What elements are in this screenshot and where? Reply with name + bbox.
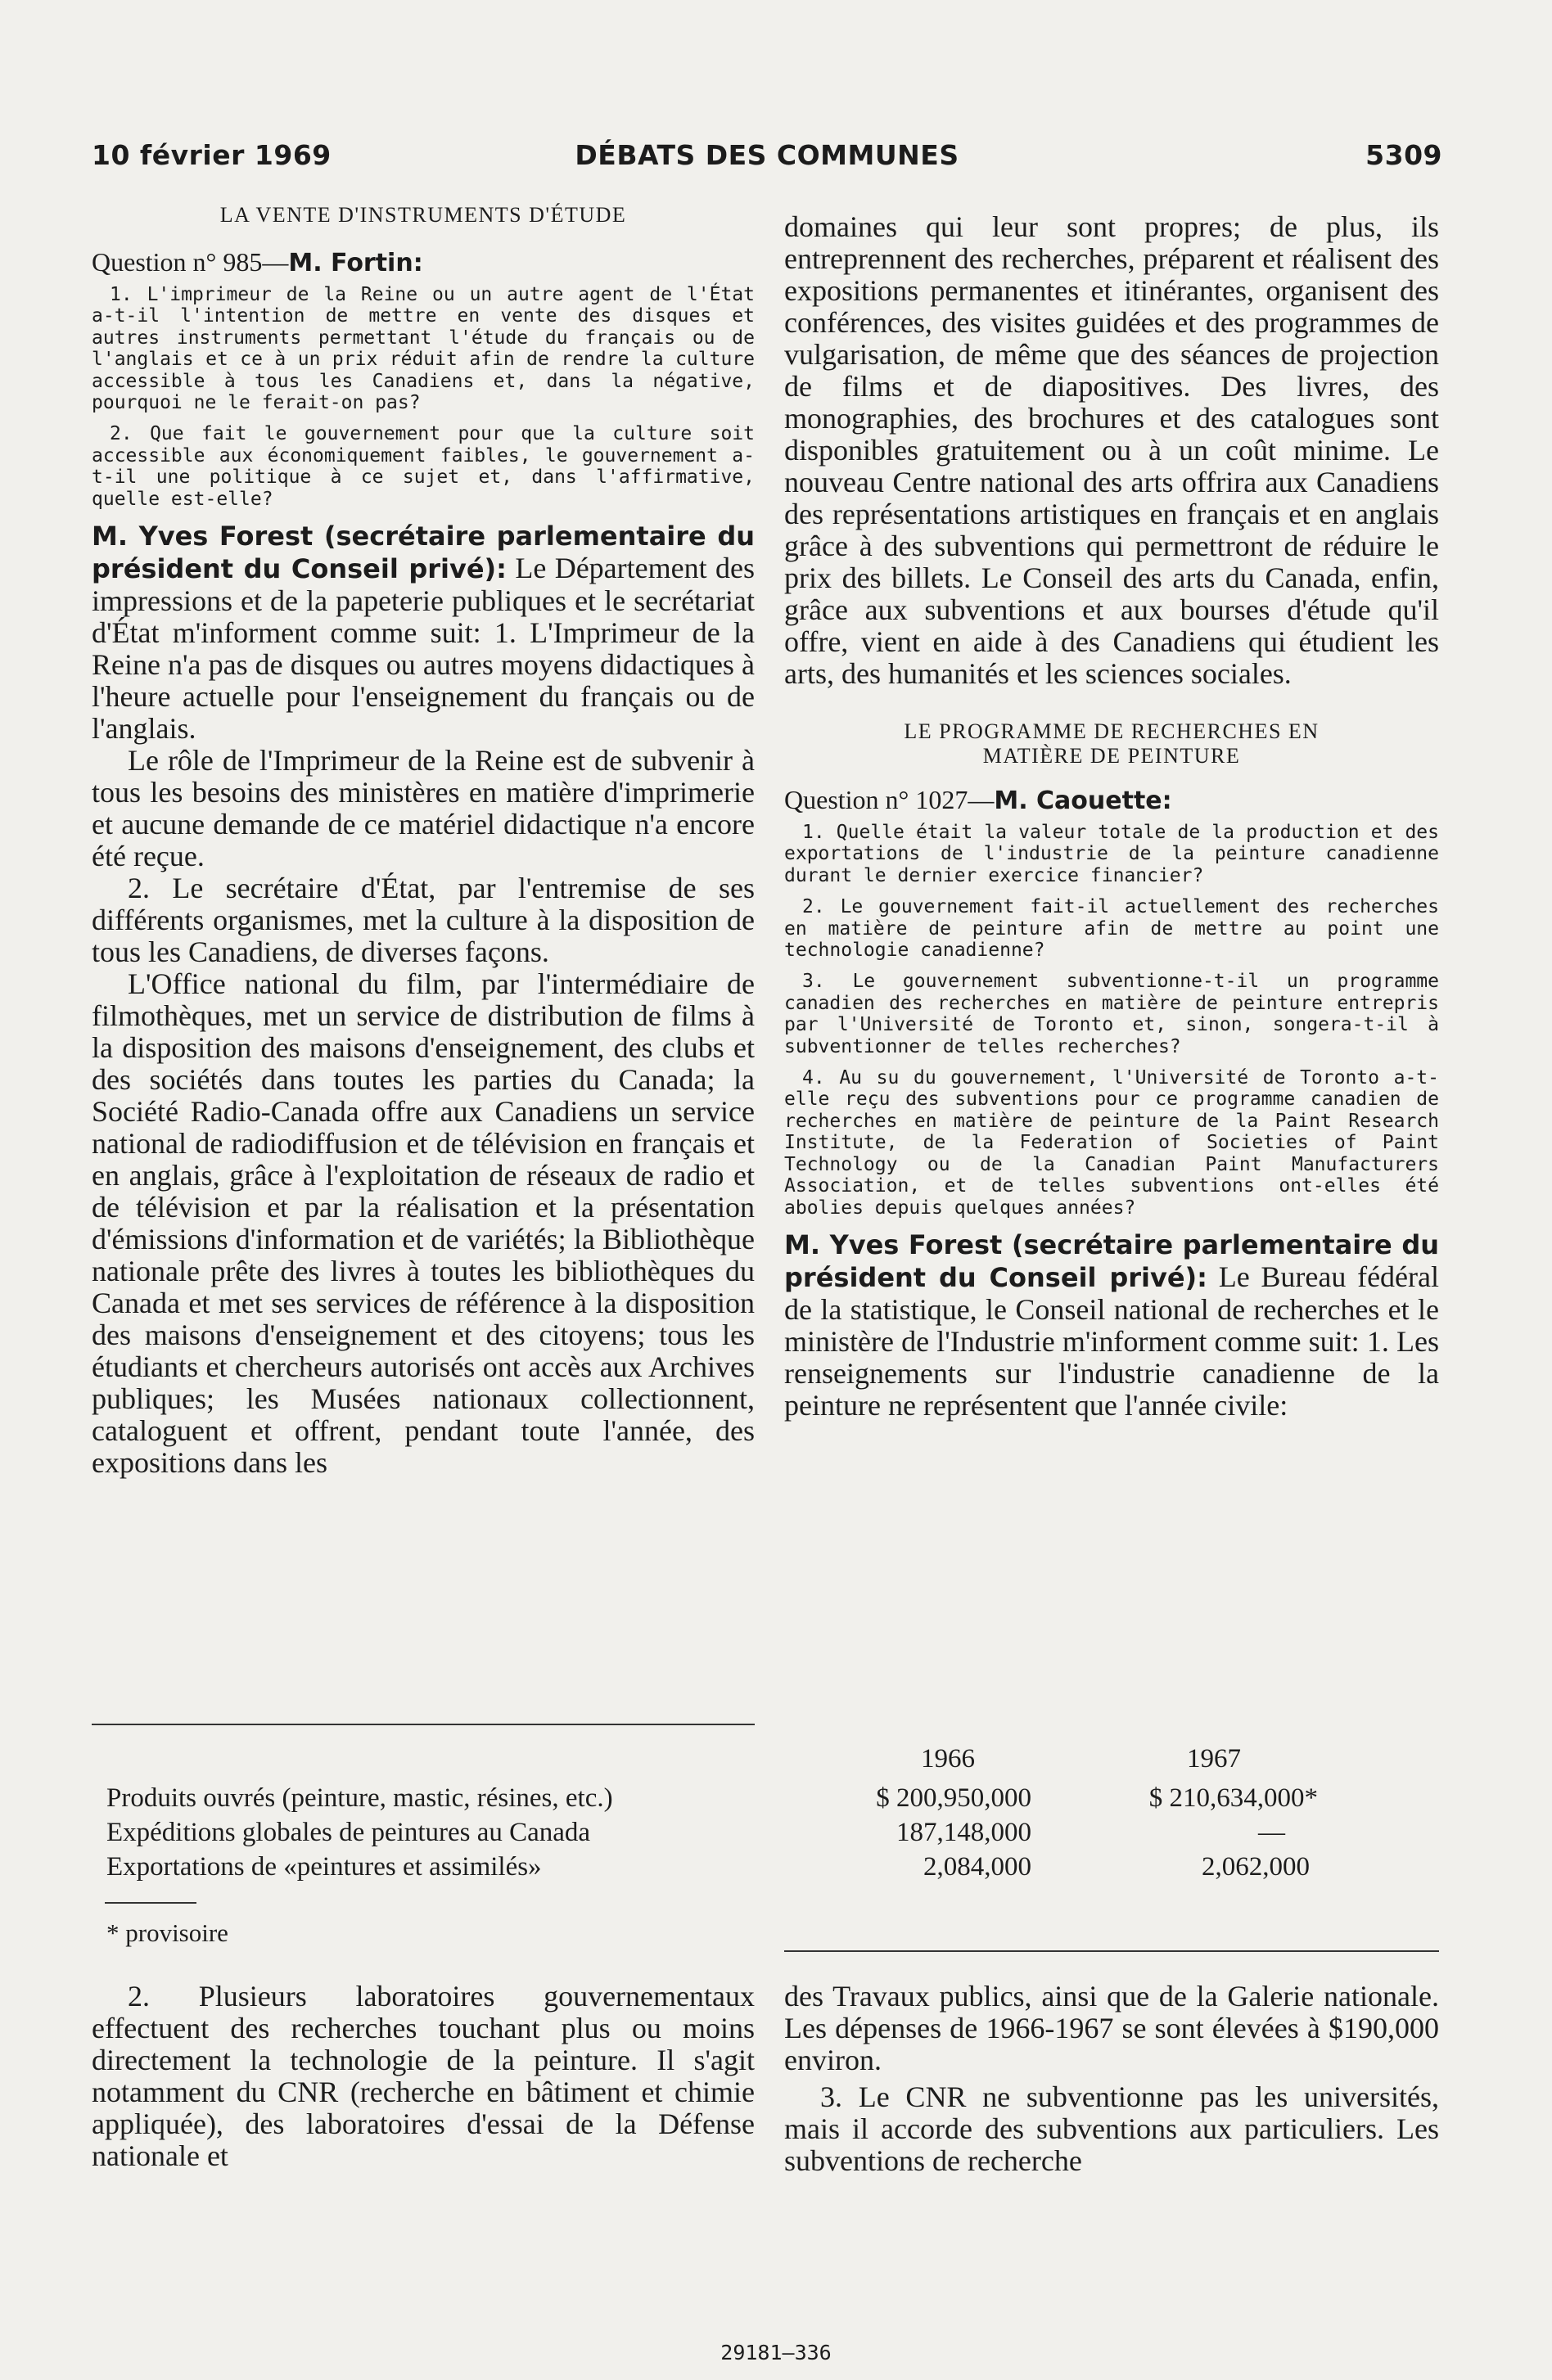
cell-exportations-1967: 2,062,000 bbox=[1202, 1852, 1310, 1882]
question-1027-part-2: 2. Le gouvernement fait-il actuellement des recherches en matière de peinture afin de mettre au point une technologie canadienne? bbox=[784, 896, 1439, 962]
question-1027-part-1: 1. Quelle était la valeur totale de la production et des exportations de l'industrie de la peinture canadienne durant le dernier exercice financier? bbox=[784, 822, 1439, 886]
question-985-part-1: 1. L'imprimeur de la Reine ou un autre agent de l'État a-t-il l'intention de mettre en vente des disques et autres instruments permettant l'étude du français ou de l'anglais et ce à un prix réduit afin de rendre la culture accessible à tous les Canadiens et, dans la négative, pourquoi ne le ferait-on pas? bbox=[92, 284, 755, 414]
page-number: 5309 bbox=[1365, 139, 1442, 171]
question-1027-part-3: 3. Le gouvernement subventionne-t-il un programme canadien des recherches en matière de peinture entrepris par l'Université de Toronto et, sinon, songera-t-il à subventionner de telles recherches? bbox=[784, 971, 1439, 1057]
bottom-left-column bbox=[92, 1981, 755, 2172]
cell-produits-1966: $ 200,950,000 bbox=[876, 1783, 1031, 1813]
question-1027-part-4: 4. Au su du gouvernement, l'Université de Toronto a-t-elle reçu des subventions pour ce programme canadien de recherches en matière de peinture de la Paint Research Institute, de la Federation of Societies of Paint Technology ou de la Canadian Paint Manufacturers Association, et de telles subventions ont-elles été abolies depuis quelques années? bbox=[784, 1067, 1439, 1219]
answer-speaker: M. Yves Forest (secrétaire parlementaire du président du Conseil privé): bbox=[784, 1228, 1439, 1293]
page-header bbox=[92, 139, 1442, 188]
bottom-right-column bbox=[784, 1981, 1439, 2177]
paint-industry-table bbox=[106, 1743, 1416, 1891]
section-title-line-1: LE PROGRAMME DE RECHERCHES EN bbox=[904, 719, 1320, 743]
question-985-part-2: 2. Que fait le gouvernement pour que la culture soit accessible aux économiquement faibles, le gouvernement a-t-il une politique à ce sujet et, dans l'affirmative, quelle est-elle? bbox=[92, 423, 755, 510]
row-label-produits: Produits ouvrés (peinture, mastic, résines, etc.) bbox=[106, 1783, 613, 1813]
question-1027-heading bbox=[784, 785, 1439, 815]
left-column bbox=[92, 203, 755, 1479]
right-column bbox=[784, 211, 1439, 1422]
table-bottom-rule bbox=[784, 1950, 1439, 1952]
header-date: 10 février 1969 bbox=[92, 139, 332, 171]
answer-985-paragraph-2: Le rôle de l'Imprimeur de la Reine est de subvenir à tous les besoins des ministères en matière d'imprimerie et aucune demande de ce matériel didactique n'a encore été reçue. bbox=[92, 744, 755, 873]
answer-text: Le Bureau fédéral de la statistique, le Conseil national de recherches et le ministère de l'Industrie m'informent comme suit: 1. Les renseignements sur l'industrie canadienne de la peinture ne représentent que l'année civile: bbox=[784, 1260, 1440, 1422]
column-header-1966: 1966 bbox=[921, 1744, 975, 1774]
cell-produits-1967: $ 210,634,000* bbox=[1148, 1783, 1318, 1813]
row-label-expeditions: Expéditions globales de peintures au Canada bbox=[106, 1818, 591, 1847]
row-label-exportations: Exportations de «peintures et assimilés» bbox=[106, 1852, 542, 1882]
answer-1027-continuation: des Travaux publics, ainsi que de la Galerie nationale. Les dépenses de 1966-1967 se sont élevées à $190,000 environ. bbox=[784, 1980, 1439, 2076]
column-header-1967: 1967 bbox=[1187, 1744, 1241, 1774]
answer-985-first-paragraph bbox=[92, 520, 755, 745]
section-title-line-2: MATIÈRE DE PEINTURE bbox=[982, 744, 1241, 768]
footnote-rule bbox=[105, 1902, 196, 1904]
cell-expeditions-1967: — bbox=[1258, 1818, 1285, 1847]
table-top-rule bbox=[92, 1724, 755, 1725]
question-member: M. Fortin: bbox=[288, 249, 423, 277]
answer-1027-first-paragraph bbox=[784, 1228, 1439, 1422]
header-title: DÉBATS DES COMMUNES bbox=[575, 139, 959, 171]
answer-1027-paragraph-2: 2. Plusieurs laboratoires gouvernementaux effectuent des recherches touchant plus ou moins directement la technologie de la peinture. Il s'agit notamment du CNR (recherche en bâtiment et chimie appliquée), des laboratoires d'essai de la Défense nationale et bbox=[92, 1980, 755, 2172]
answer-985-paragraph-3: 2. Le secrétaire d'État, par l'entremise de ses différents organismes, met la culture à la disposition de tous les Canadiens, de diverses façons. bbox=[92, 872, 755, 969]
answer-985-paragraph-4: L'Office national du film, par l'intermédiaire de filmothèques, met un service de distribution de films à la disposition des maisons d'enseignement, des clubs et des sociétés dans toutes les parties du Canada; la Société Radio-Canada offre aux Canadiens un service national de radiodiffusion et de télévision en français et en anglais, grâce à l'exploitation de réseaux de radio et de télévision et par la réalisation et la présentation d'émissions d'information et de variétés; la Bibliothèque nationale prête des livres à toutes les bibliothèques du Canada et met ses services de référence à la disposition des maisons d'enseignement et des citoyens; tous les étudiants et chercheurs autorisés ont accès aux Archives publiques; les Musées nationaux collectionnent, cataloguent et offrent, pendant toute l'année, des expositions dans les bbox=[92, 967, 755, 1480]
section-title-paint-research bbox=[784, 719, 1439, 769]
answer-1027-paragraph-3: 3. Le CNR ne subventionne pas les universités, mais il accorde des subventions aux particuliers. Les subventions de recherche bbox=[784, 2080, 1439, 2177]
footer-code: 29181—336 bbox=[720, 2341, 832, 2364]
cell-exportations-1966: 2,084,000 bbox=[923, 1852, 1031, 1882]
answer-985-continuation: domaines qui leur sont propres; de plus, ils entreprennent des recherches, préparent et réalisent des expositions permanentes et itinérantes, organisent des conférences, des visites guidées et des programmes de vulgarisation, de même que des séances de projection de films et de diapositives. Des livres, des monographies, des brochures et des catalogues sont disponibles gratuitement ou à un coût minime. Le nouveau Centre national des arts offrira aux Canadiens des représentations artistiques en français et en anglais grâce à des subventions qui permettront de réduire le prix des billets. Le Conseil des arts du Canada, enfin, grâce aux subventions et aux bourses d'étude qu'il offre, vient en aide à des Canadiens qui étudient les arts, des humanités et les sciences sociales. bbox=[784, 210, 1439, 690]
answer-text: Le Département des impressions et de la papeterie publiques et le secrétariat d'État m'informent comme suit: 1. L'Imprimeur de la Reine n'a pas de disques ou autres moyens didactiques à l'heure actuelle pour l'enseignement du français ou de l'anglais. bbox=[92, 552, 755, 746]
cell-expeditions-1966: 187,148,000 bbox=[896, 1818, 1031, 1847]
section-title-instruments: LA VENTE D'INSTRUMENTS D'ÉTUDE bbox=[219, 203, 627, 227]
table-footnote: * provisoire bbox=[106, 1918, 228, 1947]
question-985-heading bbox=[92, 247, 755, 277]
answer-speaker: M. Yves Forest (secrétaire parlementaire du président du Conseil privé): bbox=[92, 521, 755, 585]
question-member: M. Caouette: bbox=[994, 787, 1172, 815]
question-label: Question n° 985— bbox=[92, 247, 289, 277]
question-label: Question n° 1027— bbox=[784, 785, 995, 814]
